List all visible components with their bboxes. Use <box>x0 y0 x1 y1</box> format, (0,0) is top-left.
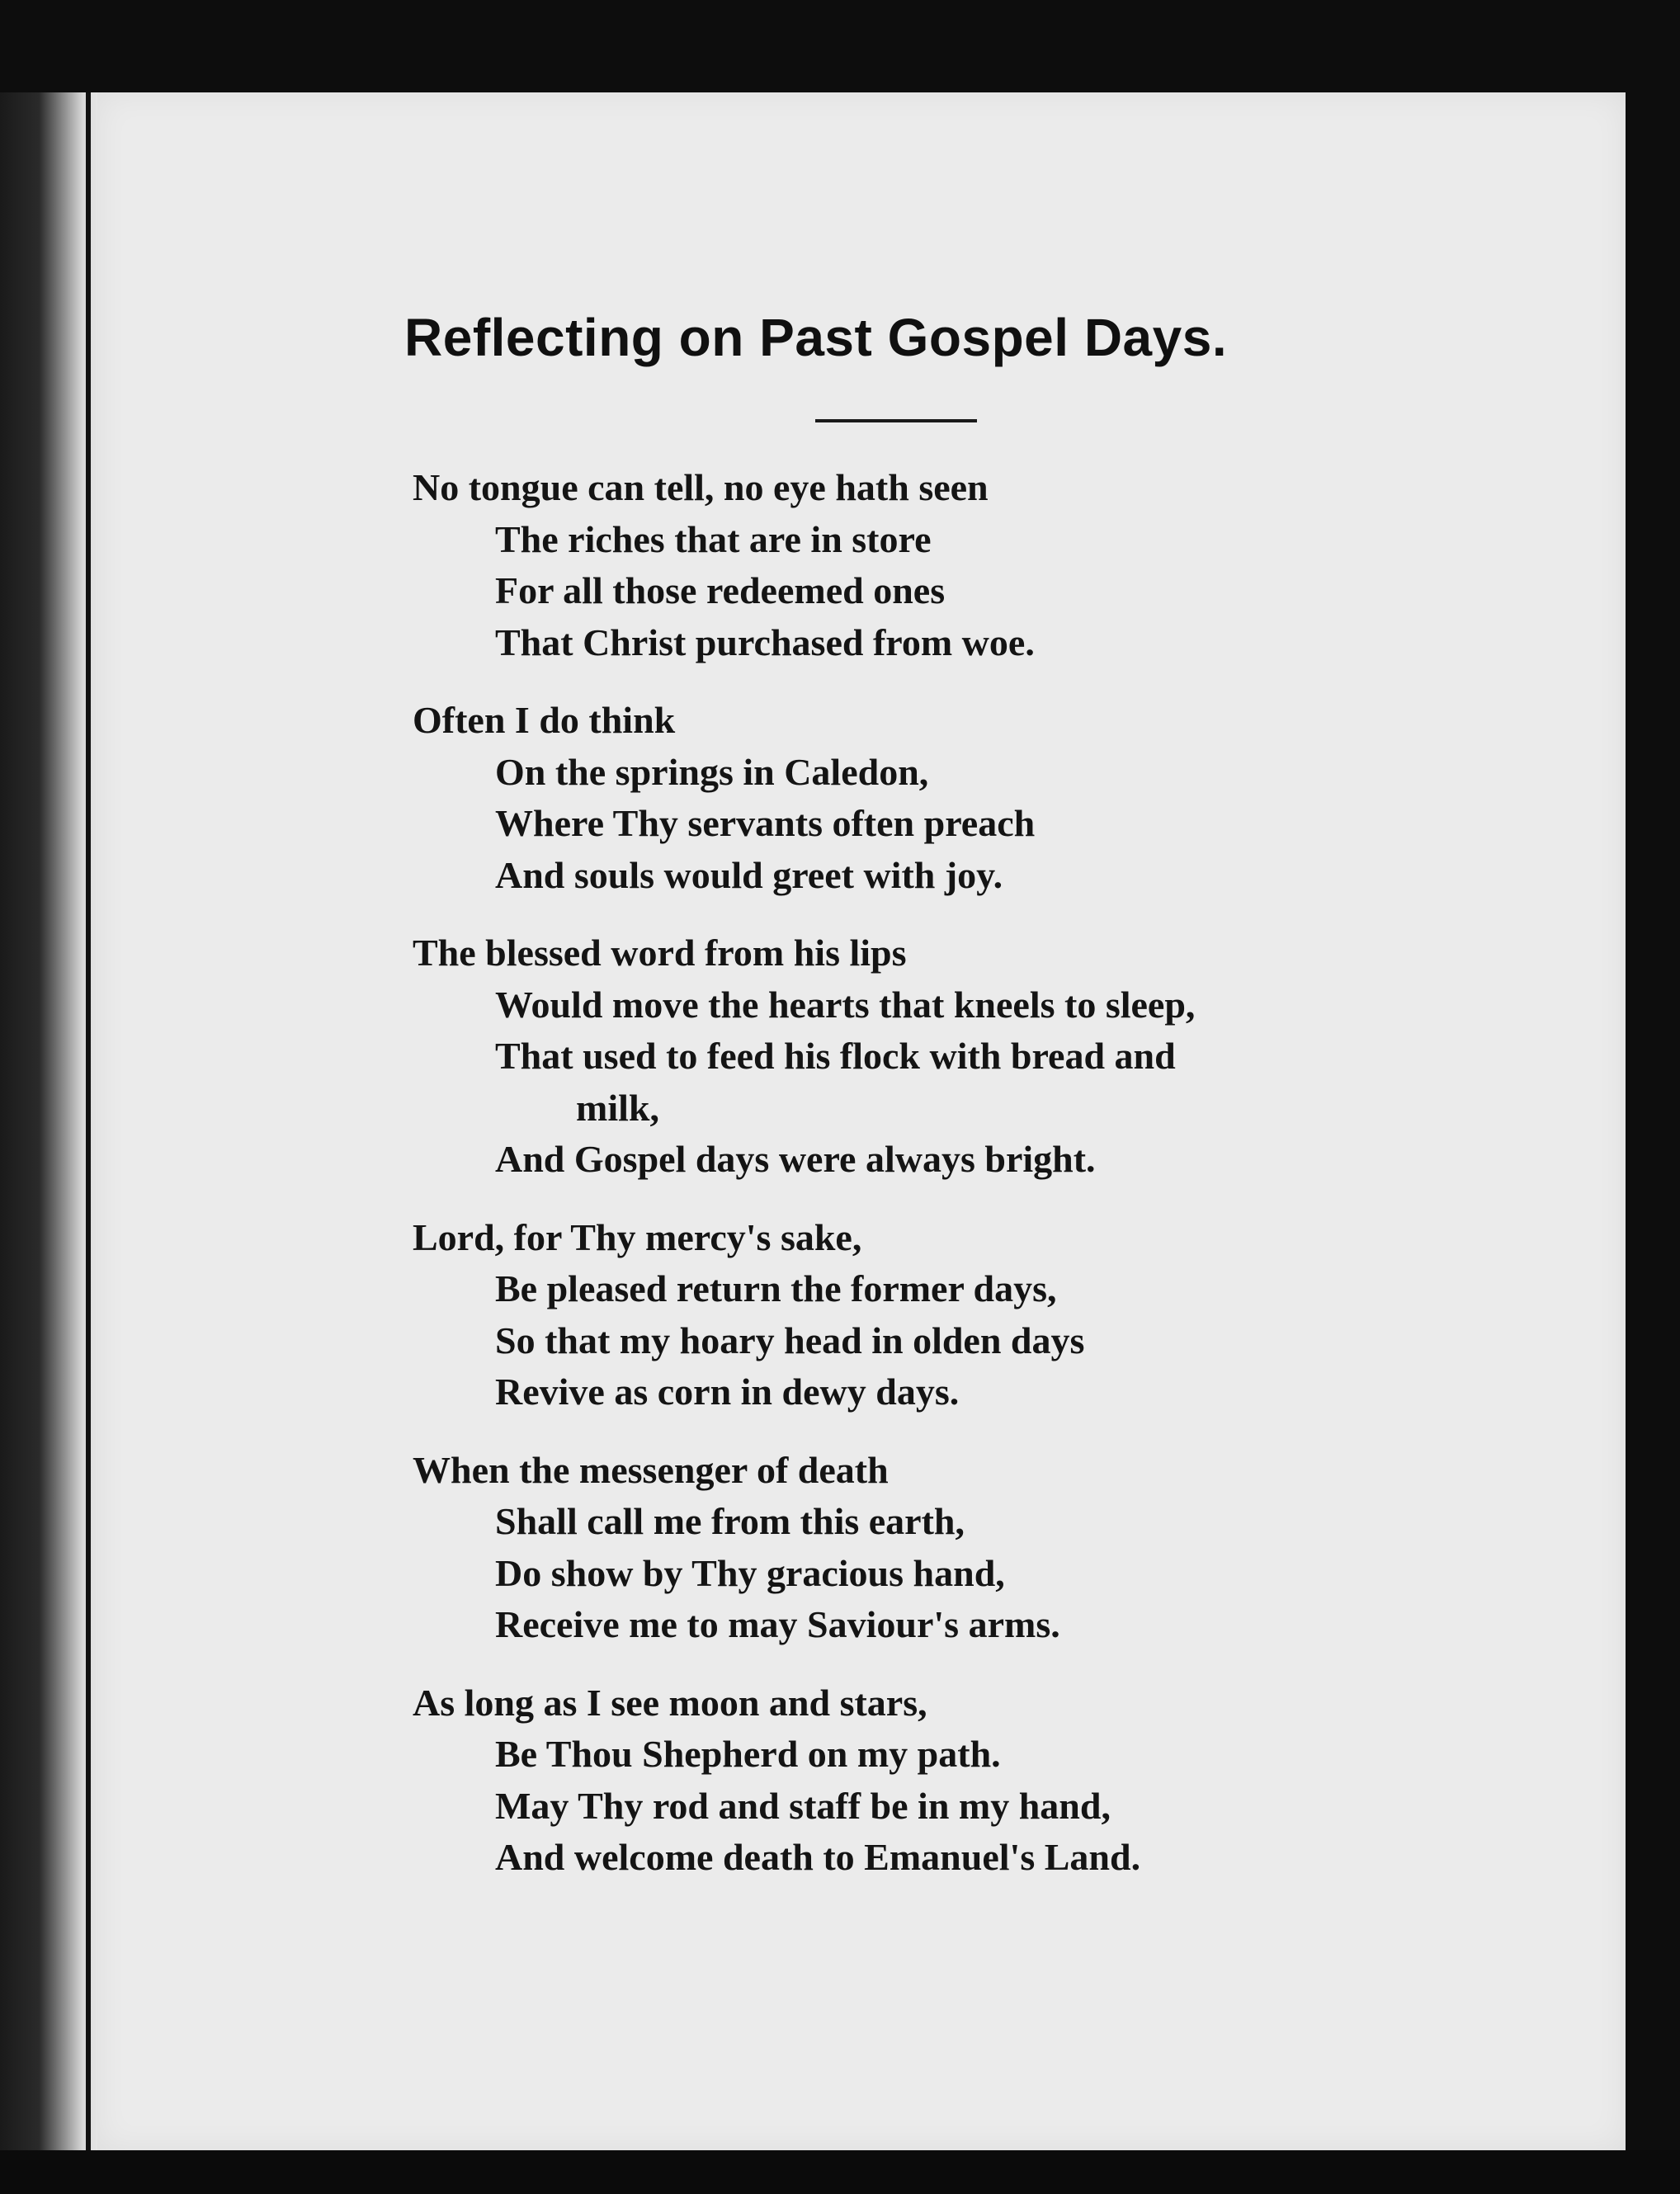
bottom-edge <box>0 2150 1680 2194</box>
poem-body <box>413 462 1485 1910</box>
poem-line: Be Thou Shepherd on my path. <box>495 1733 1001 1775</box>
poem-line: Do show by Thy gracious hand, <box>495 1551 1005 1594</box>
poem-line: That Christ purchased from woe. <box>495 620 1035 663</box>
binding-line <box>86 92 91 2150</box>
poem-line: On the springs in Caledon, <box>495 750 929 793</box>
stanza-2 <box>413 695 1485 901</box>
poem-line: No tongue can tell, no eye hath seen <box>413 466 989 508</box>
poem-line: And souls would greet with joy. <box>495 853 1003 896</box>
poem-line: Shall call me from this earth, <box>495 1500 965 1542</box>
poem-line: The blessed word from his lips <box>413 932 907 974</box>
poem-line: milk, <box>576 1086 659 1129</box>
title-divider <box>815 419 977 422</box>
poem-line: Be pleased return the former days, <box>495 1267 1057 1309</box>
poem-line: That used to feed his flock with bread and <box>495 1035 1176 1077</box>
poem-line: Revive as corn in dewy days. <box>495 1371 960 1413</box>
poem-line: May Thy rod and staff be in my hand, <box>495 1784 1111 1827</box>
poem-line: Receive me to may Saviour's arms. <box>495 1603 1060 1645</box>
poem-title: Reflecting on Past Gospel Days. <box>404 308 1228 367</box>
poem-line: And welcome death to Emanuel's Land. <box>495 1836 1141 1878</box>
poem-line: Would move the hearts that kneels to sleep, <box>495 983 1196 1026</box>
poem-line: The riches that are in store <box>495 517 932 560</box>
poem-line: Lord, for Thy mercy's sake, <box>413 1215 862 1258</box>
stanza-1 <box>413 462 1485 668</box>
poem-line: And Gospel days were always bright. <box>495 1138 1096 1180</box>
binding-edge <box>0 92 97 2150</box>
stanza-3 <box>413 927 1485 1186</box>
stanza-4 <box>413 1212 1485 1418</box>
poem-line: When the messenger of death <box>413 1448 889 1491</box>
poem-line: So that my hoary head in olden days <box>495 1319 1085 1361</box>
poem-line: For all those redeemed ones <box>495 569 946 611</box>
poem-line: Often I do think <box>413 699 676 741</box>
stanza-6 <box>413 1677 1485 1884</box>
poem-line: Where Thy servants often preach <box>495 802 1036 844</box>
stanza-5 <box>413 1445 1485 1651</box>
poem-line: As long as I see moon and stars, <box>413 1681 927 1724</box>
